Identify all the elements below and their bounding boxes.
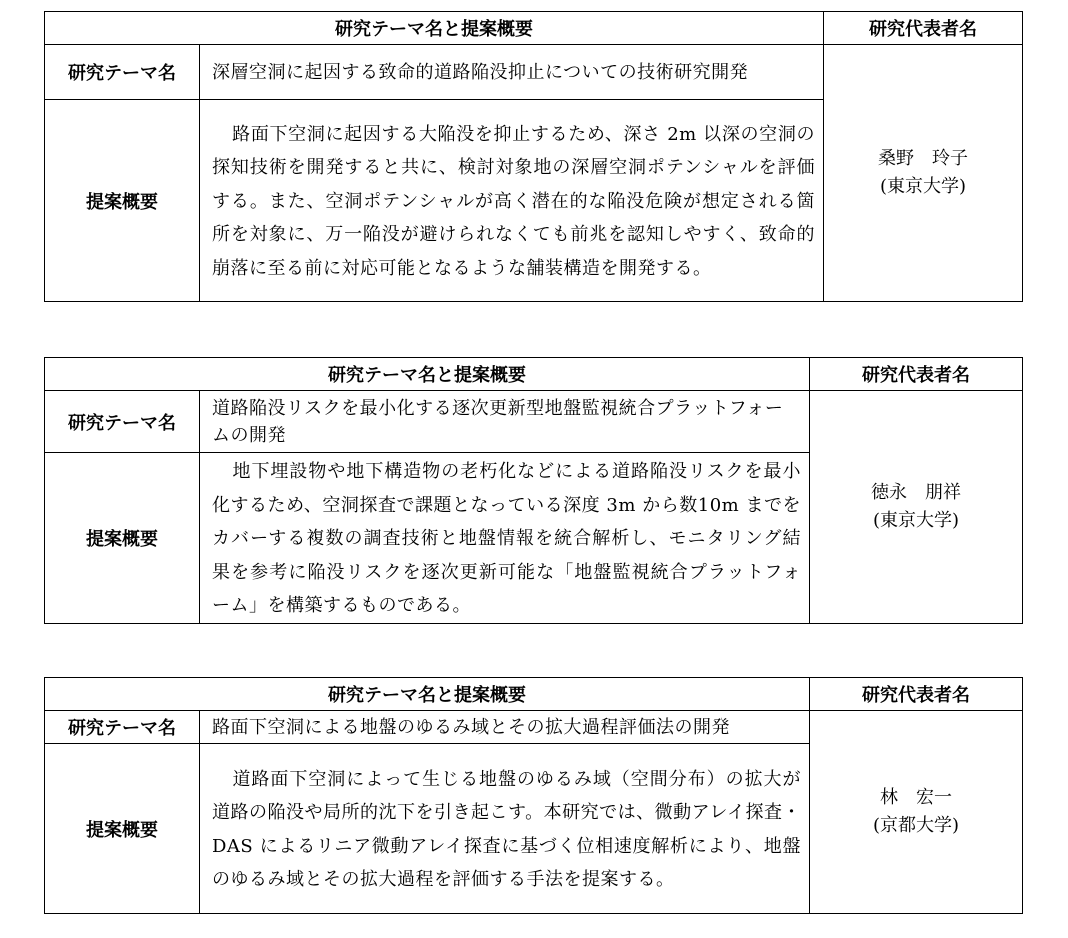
summary-text: 道路面下空洞によって生じる地盤のゆるみ域（空間分布）の拡大が道路の陥没や局所的沈下を引き起こす。本研究では、微動アレイ探査・DAS によるリニア微動アレイ探査に基づく位相速度解析により、地盤のゆるみ域とその拡大過程を評価する手法を提案する。 (212, 768, 801, 890)
representative-cell (810, 391, 1023, 624)
label-theme-name: 研究テーマ名 (45, 711, 200, 744)
representative-name: 徳永 朋祥 (871, 481, 961, 503)
label-theme-name: 研究テーマ名 (45, 45, 200, 100)
label-theme-name: 研究テーマ名 (45, 391, 200, 453)
proposal-table-1 (44, 11, 1023, 302)
header-representative: 研究代表者名 (810, 678, 1023, 711)
header-representative: 研究代表者名 (810, 358, 1023, 391)
summary-cell (200, 453, 810, 624)
header-representative: 研究代表者名 (824, 12, 1023, 45)
summary-text: 地下埋設物や地下構造物の老朽化などによる道路陥没リスクを最小化するため、空洞探査で課題となっている深度 3m から数10m までをカバーする複数の調査技術と地盤情報を統合解析し、モニタリング結果を参考に陥没リスクを逐次更新可能な「地盤監視統合プラットフォーム」を構築するものである。 (212, 461, 801, 616)
representative-affiliation: (東京大学) (872, 509, 960, 531)
representative-affiliation: (東京大学) (879, 176, 967, 197)
header-theme-summary: 研究テーマ名と提案概要 (45, 678, 810, 711)
header-theme-summary: 研究テーマ名と提案概要 (45, 358, 810, 391)
representative-affiliation: (京都大学) (872, 815, 960, 836)
representative-name: 桑野 玲子 (878, 148, 968, 169)
theme-title: 道路陥没リスクを最小化する逐次更新型地盤監視統合プラットフォームの開発 (200, 391, 810, 453)
summary-cell (200, 744, 810, 914)
proposal-table-2 (44, 357, 1023, 624)
label-summary: 提案概要 (45, 453, 200, 624)
label-summary: 提案概要 (45, 100, 200, 302)
label-summary: 提案概要 (45, 744, 200, 914)
representative-cell (810, 711, 1023, 914)
theme-title: 路面下空洞による地盤のゆるみ域とその拡大過程評価法の開発 (200, 711, 810, 744)
proposal-table-3 (44, 677, 1023, 914)
representative-name: 林 宏一 (880, 787, 952, 808)
summary-text: 路面下空洞に起因する大陥没を抑止するため、深さ 2m 以深の空洞の探知技術を開発すると共に、検討対象地の深層空洞ポテンシャルを評価する。また、空洞ポテンシャルが高く潜在的な陥没危険が想定される箇所を対象に、万一陥没が避けられなくても前兆を認知しやすく、致命的崩落に至る前に対応可能となるような舗装構造を開発する。 (212, 123, 815, 279)
summary-cell (200, 100, 824, 302)
theme-title: 深層空洞に起因する致命的道路陥没抑止についての技術研究開発 (200, 45, 824, 100)
representative-cell (824, 45, 1023, 302)
header-theme-summary: 研究テーマ名と提案概要 (45, 12, 824, 45)
